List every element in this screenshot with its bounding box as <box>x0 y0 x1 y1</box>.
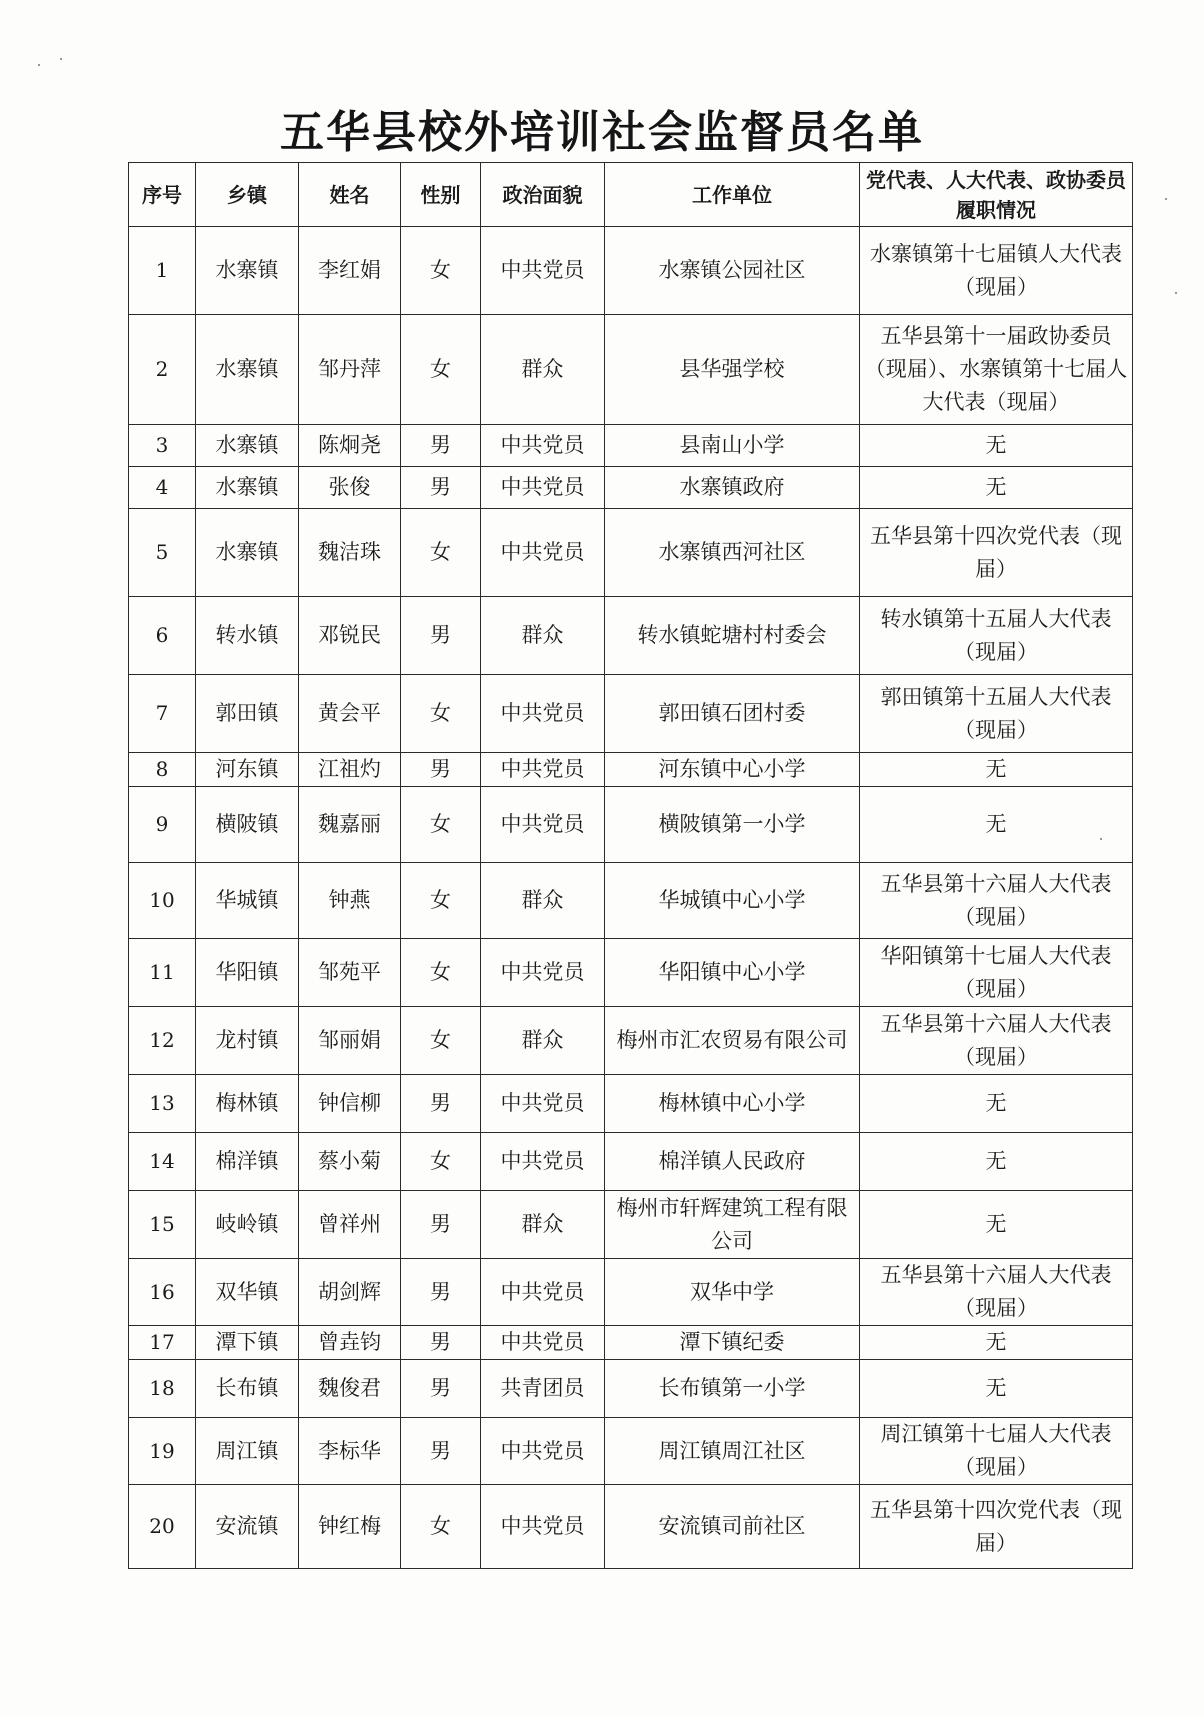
cell-workplace: 双华中学 <box>605 1259 860 1326</box>
cell-political-status: 中共党员 <box>481 1259 605 1326</box>
cell-workplace: 周江镇周江社区 <box>605 1418 860 1485</box>
cell-political-status: 群众 <box>481 1191 605 1259</box>
cell-representative-duty: 无 <box>860 787 1133 863</box>
table-row <box>129 939 1133 1007</box>
cell-workplace: 梅州市轩辉建筑工程有限公司 <box>605 1191 860 1259</box>
table-row <box>129 753 1133 787</box>
cell-township: 水寨镇 <box>196 425 299 467</box>
cell-gender: 女 <box>401 1133 481 1191</box>
table-row <box>129 1007 1133 1075</box>
cell-gender: 女 <box>401 863 481 939</box>
cell-township: 转水镇 <box>196 597 299 675</box>
cell-name: 钟燕 <box>299 863 401 939</box>
cell-name: 曾垚钧 <box>299 1326 401 1360</box>
cell-township: 横陂镇 <box>196 787 299 863</box>
cell-index: 14 <box>129 1133 196 1191</box>
cell-township: 水寨镇 <box>196 467 299 509</box>
table-row <box>129 1326 1133 1360</box>
cell-representative-duty: 转水镇第十五届人大代表（现届） <box>860 597 1133 675</box>
cell-workplace: 县华强学校 <box>605 315 860 425</box>
cell-workplace: 河东镇中心小学 <box>605 753 860 787</box>
table-row <box>129 467 1133 509</box>
cell-representative-duty: 无 <box>860 467 1133 509</box>
cell-gender: 女 <box>401 1007 481 1075</box>
cell-gender: 男 <box>401 753 481 787</box>
table-row <box>129 425 1133 467</box>
cell-name: 钟红梅 <box>299 1485 401 1569</box>
cell-name: 魏俊君 <box>299 1360 401 1418</box>
cell-index: 16 <box>129 1259 196 1326</box>
cell-workplace: 棉洋镇人民政府 <box>605 1133 860 1191</box>
cell-political-status: 中共党员 <box>481 753 605 787</box>
cell-political-status: 群众 <box>481 1007 605 1075</box>
cell-representative-duty: 无 <box>860 1326 1133 1360</box>
header-township: 乡镇 <box>196 163 299 227</box>
table-row <box>129 1418 1133 1485</box>
cell-workplace: 横陂镇第一小学 <box>605 787 860 863</box>
cell-gender: 女 <box>401 675 481 753</box>
cell-index: 17 <box>129 1326 196 1360</box>
cell-political-status: 中共党员 <box>481 1133 605 1191</box>
cell-representative-duty: 五华县第十四次党代表（现届） <box>860 509 1133 597</box>
cell-gender: 女 <box>401 939 481 1007</box>
cell-political-status: 中共党员 <box>481 1485 605 1569</box>
cell-township: 安流镇 <box>196 1485 299 1569</box>
cell-index: 4 <box>129 467 196 509</box>
scan-speck <box>60 58 62 60</box>
cell-gender: 男 <box>401 467 481 509</box>
cell-township: 周江镇 <box>196 1418 299 1485</box>
table-row <box>129 1075 1133 1133</box>
cell-representative-duty: 无 <box>860 425 1133 467</box>
cell-gender: 男 <box>401 425 481 467</box>
cell-representative-duty: 无 <box>860 1191 1133 1259</box>
cell-index: 9 <box>129 787 196 863</box>
cell-representative-duty: 周江镇第十七届人大代表（现届） <box>860 1418 1133 1485</box>
cell-representative-duty: 无 <box>860 1075 1133 1133</box>
cell-political-status: 中共党员 <box>481 1326 605 1360</box>
cell-political-status: 中共党员 <box>481 227 605 315</box>
cell-gender: 女 <box>401 787 481 863</box>
table-row <box>129 1485 1133 1569</box>
cell-index: 19 <box>129 1418 196 1485</box>
table-row <box>129 1133 1133 1191</box>
cell-index: 8 <box>129 753 196 787</box>
cell-township: 华阳镇 <box>196 939 299 1007</box>
table-row <box>129 675 1133 753</box>
table-row <box>129 315 1133 425</box>
cell-political-status: 中共党员 <box>481 1418 605 1485</box>
cell-index: 6 <box>129 597 196 675</box>
cell-township: 岐岭镇 <box>196 1191 299 1259</box>
cell-township: 郭田镇 <box>196 675 299 753</box>
table-row <box>129 509 1133 597</box>
table-body <box>129 227 1133 1569</box>
cell-name: 陈炯尧 <box>299 425 401 467</box>
cell-workplace: 华阳镇中心小学 <box>605 939 860 1007</box>
cell-workplace: 长布镇第一小学 <box>605 1360 860 1418</box>
cell-workplace: 华城镇中心小学 <box>605 863 860 939</box>
cell-political-status: 中共党员 <box>481 509 605 597</box>
cell-name: 李标华 <box>299 1418 401 1485</box>
cell-township: 棉洋镇 <box>196 1133 299 1191</box>
supervisor-table <box>128 162 1133 1569</box>
scan-speck <box>38 64 40 66</box>
cell-index: 2 <box>129 315 196 425</box>
cell-representative-duty: 无 <box>860 1133 1133 1191</box>
cell-township: 水寨镇 <box>196 227 299 315</box>
cell-name: 曾祥州 <box>299 1191 401 1259</box>
table-row <box>129 1360 1133 1418</box>
cell-representative-duty: 无 <box>860 753 1133 787</box>
cell-index: 3 <box>129 425 196 467</box>
cell-name: 黄会平 <box>299 675 401 753</box>
cell-township: 水寨镇 <box>196 315 299 425</box>
cell-name: 邹丹萍 <box>299 315 401 425</box>
cell-representative-duty: 五华县第十六届人大代表（现届） <box>860 863 1133 939</box>
header-name: 姓名 <box>299 163 401 227</box>
cell-index: 20 <box>129 1485 196 1569</box>
cell-township: 水寨镇 <box>196 509 299 597</box>
cell-name: 张俊 <box>299 467 401 509</box>
cell-index: 10 <box>129 863 196 939</box>
cell-township: 长布镇 <box>196 1360 299 1418</box>
table-row <box>129 863 1133 939</box>
cell-political-status: 群众 <box>481 863 605 939</box>
cell-workplace: 县南山小学 <box>605 425 860 467</box>
cell-gender: 女 <box>401 509 481 597</box>
cell-gender: 男 <box>401 597 481 675</box>
cell-workplace: 水寨镇西河社区 <box>605 509 860 597</box>
cell-workplace: 水寨镇公园社区 <box>605 227 860 315</box>
cell-gender: 男 <box>401 1191 481 1259</box>
cell-township: 潭下镇 <box>196 1326 299 1360</box>
cell-representative-duty: 水寨镇第十七届镇人大代表（现届） <box>860 227 1133 315</box>
cell-political-status: 群众 <box>481 315 605 425</box>
header-gender: 性别 <box>401 163 481 227</box>
table-row <box>129 1259 1133 1326</box>
cell-name: 魏洁珠 <box>299 509 401 597</box>
cell-workplace: 安流镇司前社区 <box>605 1485 860 1569</box>
cell-workplace: 潭下镇纪委 <box>605 1326 860 1360</box>
cell-township: 龙村镇 <box>196 1007 299 1075</box>
scan-speck <box>1165 198 1167 200</box>
cell-township: 华城镇 <box>196 863 299 939</box>
cell-index: 15 <box>129 1191 196 1259</box>
table-row <box>129 227 1133 315</box>
cell-gender: 女 <box>401 315 481 425</box>
cell-representative-duty: 五华县第十六届人大代表（现届） <box>860 1007 1133 1075</box>
cell-political-status: 中共党员 <box>481 425 605 467</box>
cell-name: 魏嘉丽 <box>299 787 401 863</box>
cell-name: 蔡小菊 <box>299 1133 401 1191</box>
cell-name: 李红娟 <box>299 227 401 315</box>
cell-index: 18 <box>129 1360 196 1418</box>
scan-speck <box>1175 292 1177 294</box>
cell-gender: 男 <box>401 1326 481 1360</box>
header-representative-duty: 党代表、人大代表、政协委员履职情况 <box>860 163 1133 227</box>
cell-political-status: 中共党员 <box>481 787 605 863</box>
header-index: 序号 <box>129 163 196 227</box>
cell-township: 梅林镇 <box>196 1075 299 1133</box>
table-row <box>129 597 1133 675</box>
cell-political-status: 中共党员 <box>481 939 605 1007</box>
cell-gender: 男 <box>401 1418 481 1485</box>
cell-gender: 男 <box>401 1075 481 1133</box>
cell-representative-duty: 五华县第十六届人大代表（现届） <box>860 1259 1133 1326</box>
cell-name: 钟信柳 <box>299 1075 401 1133</box>
cell-name: 邓锐民 <box>299 597 401 675</box>
cell-gender: 男 <box>401 1360 481 1418</box>
cell-workplace: 水寨镇政府 <box>605 467 860 509</box>
cell-workplace: 郭田镇石团村委 <box>605 675 860 753</box>
cell-political-status: 共青团员 <box>481 1360 605 1418</box>
cell-name: 江祖灼 <box>299 753 401 787</box>
cell-representative-duty: 五华县第十一届政协委员（现届）、水寨镇第十七届人大代表（现届） <box>860 315 1133 425</box>
cell-index: 1 <box>129 227 196 315</box>
page-title: 五华县校外培训社会监督员名单 <box>280 107 924 158</box>
cell-political-status: 中共党员 <box>481 467 605 509</box>
cell-index: 5 <box>129 509 196 597</box>
header-workplace: 工作单位 <box>605 163 860 227</box>
cell-name: 邹丽娟 <box>299 1007 401 1075</box>
cell-representative-duty: 五华县第十四次党代表（现届） <box>860 1485 1133 1569</box>
cell-township: 双华镇 <box>196 1259 299 1326</box>
cell-name: 邹苑平 <box>299 939 401 1007</box>
cell-representative-duty: 无 <box>860 1360 1133 1418</box>
table-row <box>129 787 1133 863</box>
table-row <box>129 1191 1133 1259</box>
cell-representative-duty: 华阳镇第十七届人大代表（现届） <box>860 939 1133 1007</box>
cell-township: 河东镇 <box>196 753 299 787</box>
header-political-status: 政治面貌 <box>481 163 605 227</box>
cell-representative-duty: 郭田镇第十五届人大代表（现届） <box>860 675 1133 753</box>
cell-name: 胡剑辉 <box>299 1259 401 1326</box>
cell-political-status: 群众 <box>481 597 605 675</box>
cell-workplace: 梅林镇中心小学 <box>605 1075 860 1133</box>
cell-political-status: 中共党员 <box>481 675 605 753</box>
cell-gender: 女 <box>401 1485 481 1569</box>
cell-political-status: 中共党员 <box>481 1075 605 1133</box>
cell-index: 12 <box>129 1007 196 1075</box>
cell-index: 7 <box>129 675 196 753</box>
cell-workplace: 转水镇蛇塘村村委会 <box>605 597 860 675</box>
cell-gender: 男 <box>401 1259 481 1326</box>
cell-index: 13 <box>129 1075 196 1133</box>
header-row <box>129 163 1133 227</box>
cell-index: 11 <box>129 939 196 1007</box>
cell-workplace: 梅州市汇农贸易有限公司 <box>605 1007 860 1075</box>
cell-gender: 女 <box>401 227 481 315</box>
